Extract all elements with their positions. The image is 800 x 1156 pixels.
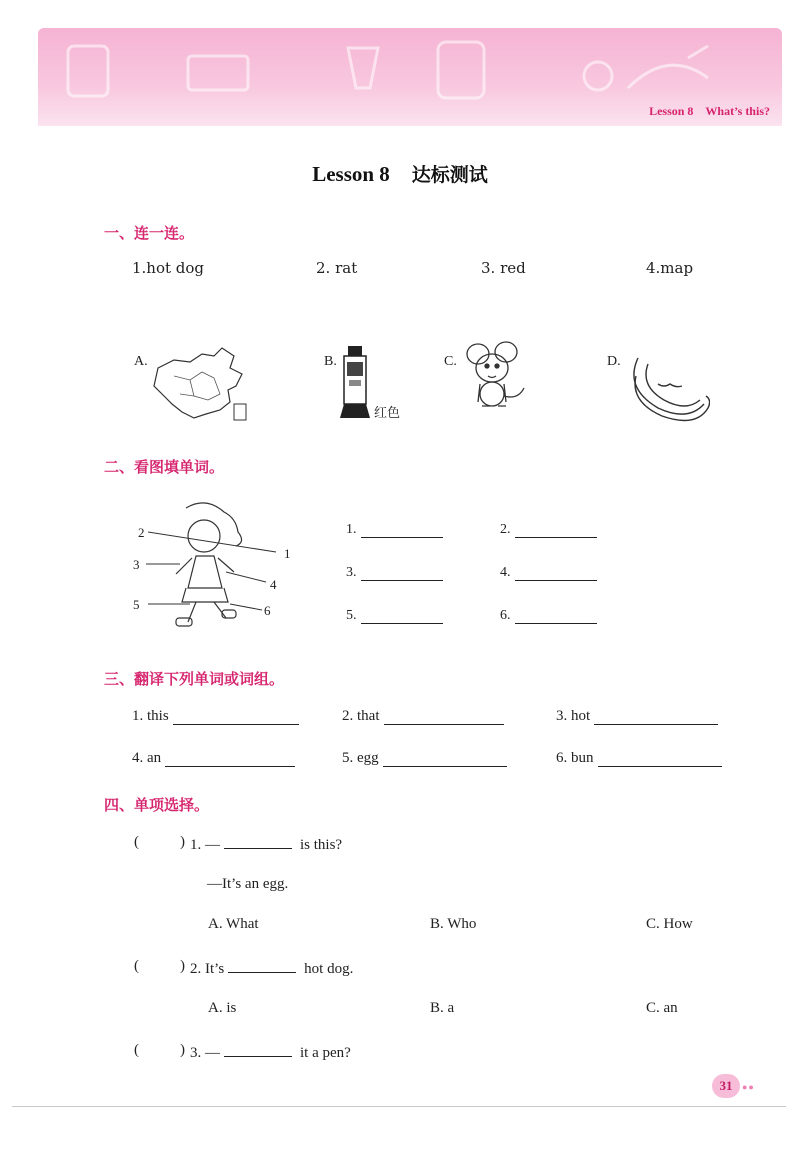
paint-tube-icon [338, 346, 372, 424]
title-subtitle: 达标测试 [411, 164, 488, 186]
q2-option-a[interactable]: A. is [208, 1000, 237, 1016]
page-title [0, 160, 800, 187]
translate-item-1[interactable] [132, 708, 299, 725]
question-1 [190, 834, 342, 854]
question-2 [190, 958, 353, 978]
footer-divider [12, 1106, 786, 1107]
answer-line[interactable] [173, 710, 299, 725]
header-lesson: Lesson 8 [649, 104, 694, 118]
picture-label-b: B. [324, 354, 337, 369]
fill-blank-label: 4. [500, 565, 511, 580]
translate-item-5[interactable] [342, 750, 507, 767]
q2-option-c[interactable]: C. an [646, 1000, 678, 1016]
fill-blank-6[interactable] [500, 608, 597, 624]
answer-line[interactable] [224, 834, 292, 849]
answer-line[interactable] [165, 752, 295, 767]
answer-paren-close: ) [180, 1042, 185, 1058]
answer-paren-open[interactable]: ( [134, 958, 139, 974]
question-2-number: 2. It’s [190, 961, 225, 977]
title-lesson: Lesson 8 [312, 162, 390, 186]
translate-item-2[interactable] [342, 708, 504, 725]
translate-word: 2. that [342, 708, 380, 724]
fill-blank-4[interactable] [500, 565, 597, 581]
answer-line[interactable] [515, 566, 597, 581]
girl-diagram-icon [126, 498, 286, 638]
fill-blank-5[interactable] [346, 608, 443, 624]
match-word-4: 4.map [646, 259, 694, 277]
pointer-number-4: 4 [270, 577, 277, 592]
answer-paren-open[interactable]: ( [134, 834, 139, 850]
answer-line[interactable] [361, 566, 443, 581]
answer-line[interactable] [361, 523, 443, 538]
question-1-tail: is this? [300, 837, 343, 853]
translate-word: 1. this [132, 708, 169, 724]
running-header [649, 104, 770, 119]
fill-blank-label: 3. [346, 565, 357, 580]
translate-word: 6. bun [556, 750, 594, 766]
answer-line[interactable] [224, 1042, 292, 1057]
fill-blank-2[interactable] [500, 522, 597, 538]
hot-dog-icon [628, 350, 710, 422]
answer-paren-close: ) [180, 958, 185, 974]
q1-option-b[interactable]: B. Who [430, 916, 477, 932]
picture-label-c: C. [444, 354, 457, 369]
pointer-number-3: 3 [133, 557, 140, 572]
answer-line[interactable] [384, 710, 504, 725]
fill-blank-label: 6. [500, 608, 511, 623]
question-2-tail: hot dog. [304, 961, 354, 977]
section1-heading: 一、连一连。 [104, 224, 195, 242]
pointer-number-6: 6 [264, 603, 271, 618]
answer-paren-close: ) [180, 834, 185, 850]
pointer-number-1: 1 [284, 546, 291, 561]
china-map-icon [150, 346, 250, 424]
answer-line[interactable] [228, 958, 296, 973]
answer-line[interactable] [515, 609, 597, 624]
translate-word: 5. egg [342, 750, 379, 766]
q2-option-b[interactable]: B. a [430, 1000, 455, 1016]
section2-heading: 二、看图填单词。 [104, 458, 225, 476]
translate-word: 4. an [132, 750, 162, 766]
pointer-number-5: 5 [133, 597, 140, 612]
translate-item-6[interactable] [556, 750, 722, 767]
mouse-icon [460, 340, 530, 416]
answer-line[interactable] [361, 609, 443, 624]
pointer-number-2: 2 [138, 525, 145, 540]
section3-heading: 三、翻译下列单词或词组。 [104, 670, 285, 688]
fill-blank-label: 1. [346, 522, 357, 537]
fill-blank-1[interactable] [346, 522, 443, 538]
fill-blank-label: 2. [500, 522, 511, 537]
answer-paren-open[interactable]: ( [134, 1042, 139, 1058]
question-1-number: 1. — [190, 837, 220, 853]
translate-item-3[interactable] [556, 708, 718, 725]
question-3 [190, 1042, 351, 1062]
translate-item-4[interactable] [132, 750, 295, 767]
decorative-dots-icon: ●● [742, 1082, 755, 1092]
header-topic: What’s this? [705, 104, 770, 118]
section4-heading: 四、单项选择。 [104, 796, 210, 814]
question-1-response: —It’s an egg. [207, 876, 289, 892]
picture-label-d: D. [607, 354, 621, 369]
fill-blank-label: 5. [346, 608, 357, 623]
page-number: 31 [712, 1074, 740, 1098]
match-word-1: 1.hot dog [132, 259, 205, 277]
picture-label-a: A. [134, 354, 148, 369]
question-3-number: 3. — [190, 1045, 220, 1061]
answer-line[interactable] [594, 710, 718, 725]
translate-word: 3. hot [556, 708, 591, 724]
fill-blank-3[interactable] [346, 565, 443, 581]
match-word-2: 2. rat [316, 259, 358, 277]
paint-caption: 红色 [374, 406, 401, 421]
question-3-tail: it a pen? [300, 1045, 351, 1061]
q1-option-a[interactable]: A. What [208, 916, 259, 932]
answer-line[interactable] [515, 523, 597, 538]
match-word-3: 3. red [481, 259, 526, 277]
answer-line[interactable] [383, 752, 507, 767]
answer-line[interactable] [598, 752, 722, 767]
q1-option-c[interactable]: C. How [646, 916, 693, 932]
